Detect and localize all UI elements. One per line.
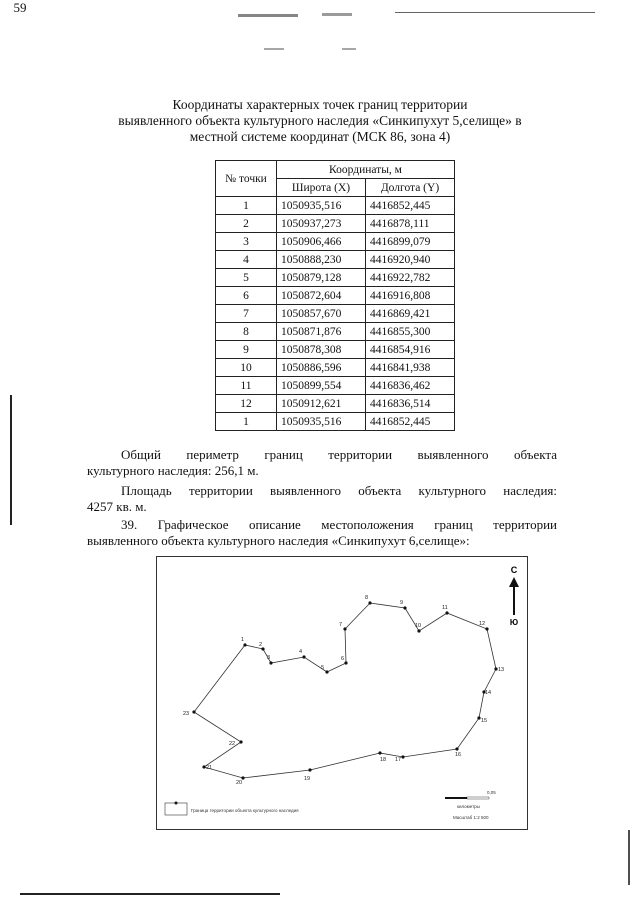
longitude-cell: 4416916,808 [366,287,455,305]
point-number-cell: 6 [216,287,277,305]
boundary-point [344,661,347,664]
table-row [216,413,455,431]
boundary-point [302,655,305,658]
longitude-cell: 4416854,916 [366,341,455,359]
boundary-point-label: 7 [339,622,343,628]
latitude-cell: 1050871,876 [277,323,366,341]
point-number-cell: 10 [216,359,277,377]
area-line-2: 4257 кв. м. [87,499,147,514]
scan-artifact [322,13,352,16]
north-label: С [510,565,518,575]
heading-line-2: выявленного объекта культурного наследия «Синкипухут 5,селище» в [118,113,522,128]
scan-artifact [628,830,630,885]
boundary-point [343,627,346,630]
boundary-point-label: 1 [241,637,245,643]
col-coords-header: Координаты, м [277,161,455,179]
latitude-cell: 1050879,128 [277,269,366,287]
boundary-point-label: 19 [304,776,311,782]
table-row [216,197,455,215]
point-number-cell: 9 [216,341,277,359]
point-number-cell: 7 [216,305,277,323]
boundary-point-label: 3 [267,655,271,661]
boundary-point-label: 13 [498,667,505,673]
boundary-point [192,710,195,713]
boundary-point-label: 8 [365,595,369,601]
boundary-point [269,661,272,664]
boundary-point [378,751,381,754]
table-row [216,251,455,269]
section39-line-2: выявленного объекта культурного наследия «Синкипухут 6,селище»: [87,533,470,548]
scan-artifact [238,14,298,17]
longitude-cell: 4416841,938 [366,359,455,377]
boundary-point-label: 20 [236,780,243,786]
table-row [216,305,455,323]
south-label: Ю [509,618,519,627]
boundary-point-label: 18 [380,757,387,763]
table-row [216,341,455,359]
scale-bar [445,797,489,799]
table-row [216,233,455,251]
point-number-cell: 4 [216,251,277,269]
longitude-cell: 4416922,782 [366,269,455,287]
scan-artifact [20,893,280,895]
scan-artifact [395,12,595,13]
col-lat-header: Широта (X) [277,179,366,197]
boundary-point-label: 9 [400,600,404,606]
latitude-cell: 1050906,466 [277,233,366,251]
boundary-map [156,556,528,830]
boundary-point [417,629,420,632]
boundary-point-label: 11 [442,605,448,611]
point-number-cell: 11 [216,377,277,395]
boundary-point [308,768,311,771]
col-lon-header: Долгота (Y) [366,179,455,197]
page-number: 59 [13,0,27,15]
legend-point-icon [175,802,178,805]
perimeter-line-2: культурного наследия: 256,1 м. [87,463,259,478]
boundary-point-label: 12 [479,621,486,627]
latitude-cell: 1050899,554 [277,377,366,395]
legend-text: Граница территории объекта культурного наследия [191,808,299,813]
boundary-point [485,627,488,630]
longitude-cell: 4416836,514 [366,395,455,413]
boundary-point [239,740,242,743]
point-number-cell: 3 [216,233,277,251]
longitude-cell: 4416836,462 [366,377,455,395]
table-row [216,269,455,287]
longitude-cell: 4416920,940 [366,251,455,269]
longitude-cell: 4416855,300 [366,323,455,341]
heading-line-1: Координаты характерных точек границ территории [172,97,468,112]
longitude-cell: 4416899,079 [366,233,455,251]
point-number-cell: 5 [216,269,277,287]
table-row [216,377,455,395]
boundary-point-label: 21 [206,765,213,771]
col-point-header: № точки [216,161,277,197]
table-row [216,323,455,341]
boundary-point-label: 17 [395,757,402,763]
boundary-point-label: 10 [415,623,422,629]
heading-line-3: местной системе координат (МСК 86, зона 4) [189,129,451,144]
boundary-point [403,606,406,609]
boundary-point-label: 4 [299,649,303,655]
point-number-cell: 12 [216,395,277,413]
boundary-point [243,643,246,646]
scan-artifact [342,48,356,50]
section39-line-1: 39. Графическое описание местоположения границ территории [121,517,557,532]
boundary-point [455,747,458,750]
north-arrow-icon [509,577,519,615]
longitude-cell: 4416869,421 [366,305,455,323]
coordinates-table [215,160,455,431]
table-row [216,395,455,413]
point-number-cell: 1 [216,413,277,431]
scale-unit: километры [457,804,480,809]
boundary-point [325,670,328,673]
boundary-point-label: 14 [485,690,492,696]
legend-swatch [165,803,187,815]
longitude-cell: 4416852,445 [366,197,455,215]
point-number-cell: 8 [216,323,277,341]
latitude-cell: 1050912,621 [277,395,366,413]
scale-ratio: Масштаб 1:2 500 [453,815,489,820]
table-row [216,287,455,305]
latitude-cell: 1050857,670 [277,305,366,323]
scale-label: 0,05 [487,790,496,795]
boundary-point-label: 6 [341,656,345,662]
map-canvas [157,557,527,829]
scan-artifact [264,48,284,50]
scan-artifact [10,395,12,525]
boundary-point-label: 2 [259,642,263,648]
boundary-point [368,601,371,604]
point-number-cell: 2 [216,215,277,233]
latitude-cell: 1050886,596 [277,359,366,377]
latitude-cell: 1050878,308 [277,341,366,359]
table-row [216,359,455,377]
point-number-cell: 1 [216,197,277,215]
latitude-cell: 1050935,516 [277,197,366,215]
longitude-cell: 4416852,445 [366,413,455,431]
latitude-cell: 1050935,516 [277,413,366,431]
boundary-point-label: 16 [455,752,462,758]
latitude-cell: 1050937,273 [277,215,366,233]
latitude-cell: 1050888,230 [277,251,366,269]
boundary-point [401,755,404,758]
boundary-point [445,611,448,614]
latitude-cell: 1050872,604 [277,287,366,305]
area-line-1: Площадь территории выявленного объекта культурного наследия: [121,483,557,498]
boundary-point-label: 15 [481,718,488,724]
perimeter-line-1: Общий периметр границ территории выявленного объекта [121,447,557,462]
boundary-point-label: 23 [183,711,190,717]
longitude-cell: 4416878,111 [366,215,455,233]
boundary-point-label: 5 [321,665,325,671]
boundary-point-label: 22 [229,741,236,747]
table-row [216,215,455,233]
